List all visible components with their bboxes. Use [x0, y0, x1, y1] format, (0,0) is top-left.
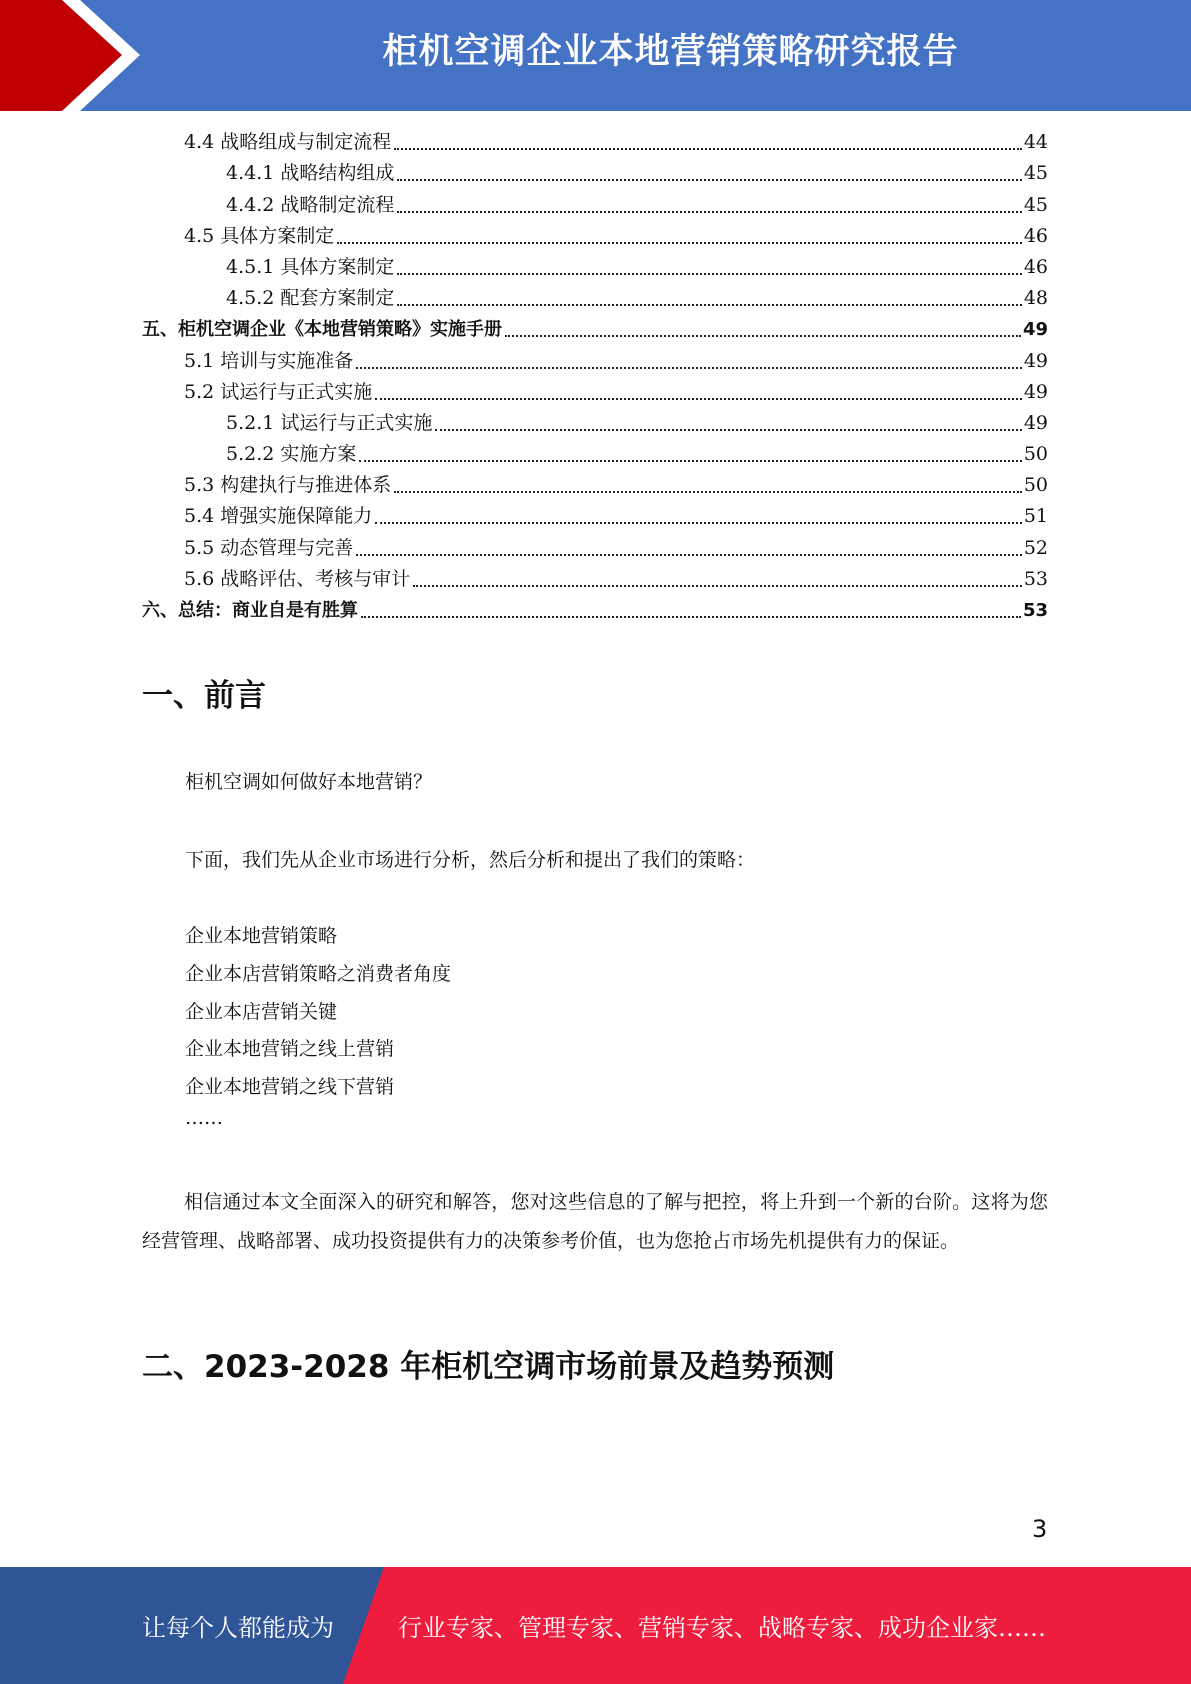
section-heading-preface: 一、前言: [142, 678, 266, 714]
list-item: 企业本地营销策略: [185, 925, 338, 947]
toc-entry[interactable]: [142, 283, 1048, 314]
page-number: 3: [1032, 1515, 1048, 1543]
toc-entry-label: 5.2 试运行与正式实施: [184, 380, 373, 403]
toc-entry[interactable]: [142, 564, 1048, 595]
toc-entry-label: 4.5.1 具体方案制定: [226, 255, 395, 278]
toc-entry[interactable]: [142, 595, 1048, 626]
list-item: 企业本地营销之线上营销: [185, 1038, 395, 1061]
list-item: 企业本店营销关键: [185, 1000, 338, 1023]
toc-entry-page: 52: [1023, 536, 1048, 559]
toc-entry-page: 53: [1023, 567, 1048, 590]
toc-entry-label: 5.3 构建执行与推进体系: [184, 474, 392, 497]
strategy-list: [185, 920, 451, 1109]
toc-dot-leader: [397, 179, 1021, 181]
section-heading-forecast: 二、2023-2028 年柜机空调市场前景及趋势预测: [142, 1349, 835, 1385]
toc-entry-label: 4.5.2 配套方案制定: [226, 287, 395, 310]
toc-entry-label: 五、柜机空调企业《本地营销策略》实施手册: [142, 319, 502, 341]
list-item: 企业本地营销之线下营销: [185, 1076, 395, 1099]
toc-entry-page: 50: [1023, 443, 1048, 466]
toc-entry[interactable]: [142, 532, 1048, 563]
list-item: 企业本店营销策略之消费者角度: [185, 962, 452, 985]
toc-dot-leader: [337, 242, 1022, 244]
toc-entry[interactable]: [142, 439, 1048, 470]
toc-dot-leader: [397, 304, 1021, 306]
toc-entry-label: 5.4 增强实施保障能力: [184, 505, 373, 528]
toc-dot-leader: [397, 273, 1021, 275]
toc-entry-label: 5.5 动态管理与完善: [184, 536, 354, 559]
toc-dot-leader: [375, 398, 1022, 400]
toc-entry-label: 5.2.1 试运行与正式实施: [226, 411, 433, 434]
toc-dot-leader: [413, 585, 1022, 587]
footer-slogan-right: 行业专家、管理专家、营销专家、战略专家、成功企业家……: [398, 1614, 1046, 1642]
footer-slogan-left: 让每个人都能成为: [142, 1614, 334, 1642]
toc-entry-page: 49: [1023, 380, 1048, 403]
toc-entry[interactable]: [142, 158, 1048, 189]
toc-dot-leader: [505, 335, 1021, 337]
toc-entry[interactable]: [142, 345, 1048, 376]
toc-entry-label: 5.6 战略评估、考核与审计: [184, 567, 411, 590]
toc-entry-page: 45: [1023, 162, 1048, 185]
page-footer: [0, 1567, 1191, 1684]
toc-entry[interactable]: [142, 252, 1048, 283]
toc-entry[interactable]: [142, 127, 1048, 158]
toc-dot-leader: [394, 491, 1022, 493]
toc-entry-page: 49: [1023, 411, 1048, 434]
toc-dot-leader: [397, 211, 1021, 213]
toc-entry[interactable]: [142, 470, 1048, 501]
toc-entry-page: 48: [1023, 287, 1048, 310]
table-of-contents: [142, 127, 1048, 626]
toc-entry-label: 4.4 战略组成与制定流程: [184, 131, 392, 154]
toc-dot-leader: [356, 554, 1022, 556]
toc-entry[interactable]: [142, 408, 1048, 439]
toc-entry[interactable]: [142, 314, 1048, 345]
toc-dot-leader: [356, 367, 1022, 369]
toc-dot-leader: [359, 460, 1021, 462]
page-header: [0, 0, 1191, 111]
toc-dot-leader: [361, 616, 1021, 618]
toc-entry-label: 5.2.2 实施方案: [226, 443, 357, 466]
toc-entry-page: 46: [1023, 224, 1048, 247]
toc-dot-leader: [435, 429, 1021, 431]
toc-entry-page: 49: [1023, 349, 1048, 372]
toc-entry-label: 4.4.1 战略结构组成: [226, 162, 395, 185]
list-ellipsis: ……: [185, 1107, 223, 1129]
toc-entry-page: 49: [1022, 319, 1048, 341]
toc-entry-label: 4.5 具体方案制定: [184, 224, 335, 247]
toc-entry-page: 51: [1023, 505, 1048, 528]
red-chevron-arrow-icon: [0, 0, 150, 111]
toc-entry[interactable]: [142, 189, 1048, 220]
toc-entry[interactable]: [142, 501, 1048, 532]
toc-dot-leader: [394, 148, 1022, 150]
toc-entry-page: 44: [1023, 131, 1048, 154]
preface-question: 柜机空调如何做好本地营销？: [185, 771, 433, 793]
toc-entry[interactable]: [142, 377, 1048, 408]
report-title: 柜机空调企业本地营销策略研究报告: [382, 32, 959, 72]
toc-entry-page: 45: [1023, 193, 1048, 216]
toc-entry[interactable]: [142, 221, 1048, 252]
toc-entry-label: 5.1 培训与实施准备: [184, 349, 354, 372]
toc-entry-label: 4.4.2 战略制定流程: [226, 193, 395, 216]
toc-dot-leader: [375, 522, 1022, 524]
toc-entry-page: 46: [1023, 255, 1048, 278]
toc-entry-label: 六、总结：商业自是有胜算: [142, 600, 358, 621]
toc-entry-page: 50: [1023, 474, 1048, 497]
toc-entry-page: 53: [1022, 600, 1048, 621]
preface-intro: 下面，我们先从企业市场进行分析，然后分析和提出了我们的策略：: [185, 849, 756, 871]
preface-closing-paragraph: 相信通过本文全面深入的研究和解答，您对这些信息的了解与把控，将上升到一个新的台阶。这将为您经营管理、战略部署、成功投资提供有力的决策参考价值，也为您抢占市场先机提供有力的保证。: [142, 1191, 1048, 1252]
